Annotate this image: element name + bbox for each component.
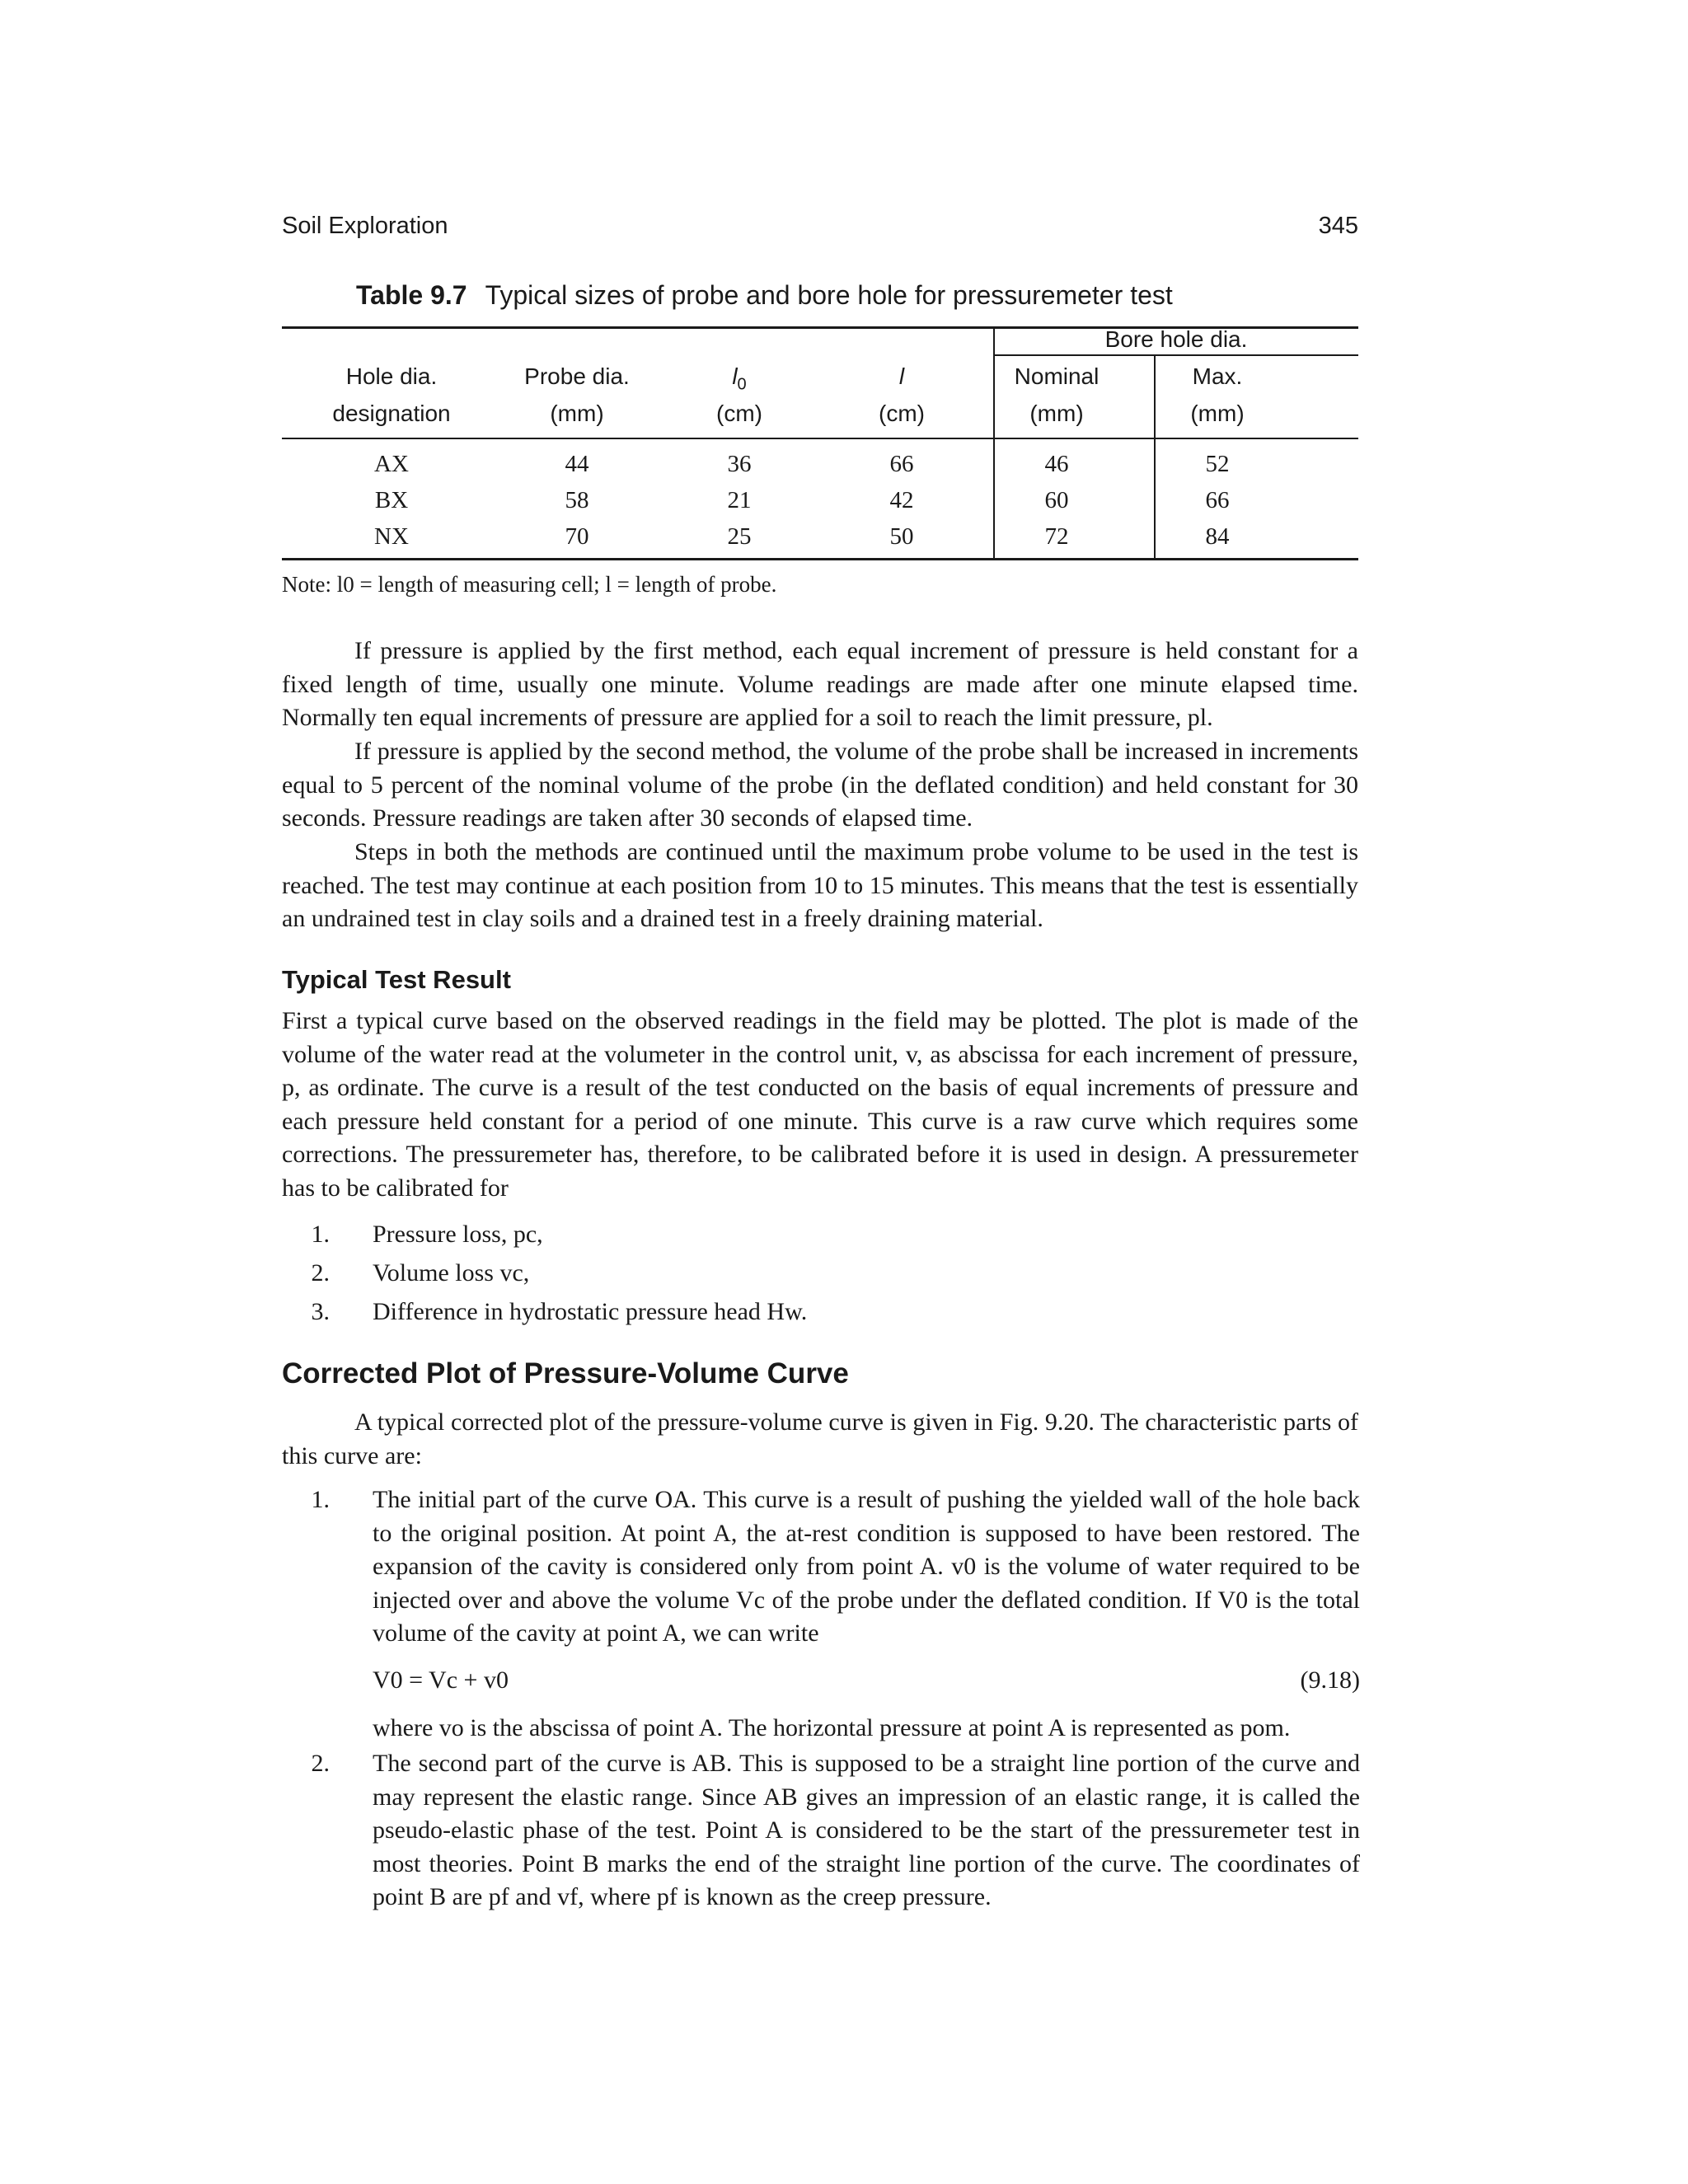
header-nominal-unit: (mm): [1029, 401, 1084, 426]
header-l: l: [898, 363, 905, 389]
cell-nominal: 46: [1044, 451, 1069, 477]
cell-designation: AX: [374, 451, 409, 477]
equation: V0 = Vc + v0: [373, 1666, 509, 1694]
cell-designation: NX: [374, 523, 409, 550]
cell-probe-dia: 44: [565, 451, 589, 477]
table-caption: [356, 280, 1173, 311]
header-bottom-rule: [282, 438, 1358, 439]
column-divider-bore: [993, 326, 995, 560]
cell-nominal: 72: [1044, 523, 1069, 550]
cell-l0: 36: [727, 451, 752, 477]
group-header: Bore hole dia.: [1104, 326, 1248, 352]
table-caption-text: Typical sizes of probe and bore hole for pressuremeter test: [485, 280, 1173, 310]
paragraph: A typical corrected plot of the pressure-volume curve is given in Fig. 9.20. The characteristic parts of this curve are:: [282, 1408, 1358, 1469]
cell-max: 84: [1205, 523, 1230, 550]
cell-l: 42: [889, 487, 914, 513]
paragraph: Steps in both the methods are continued until the maximum probe volume to be used in the test is reached. The test may continue at each position from 10 to 15 minutes. This means that the test is essentially an undrained test in clay soils and a drained test in a freely draining material.: [282, 838, 1358, 932]
cell-max: 66: [1205, 487, 1230, 513]
list-item: 2. Volume loss vc,: [311, 1259, 530, 1286]
header-max-unit: (mm): [1190, 401, 1245, 426]
header-l-unit: (cm): [879, 401, 925, 426]
cell-max: 52: [1205, 451, 1230, 477]
table-bottom-rule: [282, 558, 1358, 560]
header-probe-dia: Probe dia.: [524, 363, 630, 389]
table-note: Note: l0 = length of measuring cell; l = length of probe.: [282, 572, 777, 597]
header-l0-unit: (cm): [716, 401, 762, 426]
cell-probe-dia: 70: [565, 523, 589, 550]
header-nominal: Nominal: [1014, 363, 1100, 389]
equation-number: (9.18): [1300, 1666, 1360, 1694]
list-item-continuation: where vo is the abscissa of point A. The horizontal pressure at point A is represented as pom.: [373, 1714, 1291, 1741]
header-designation: designation: [332, 401, 451, 426]
header-max: Max.: [1192, 363, 1243, 389]
section-heading: Typical Test Result: [282, 965, 511, 994]
column-divider-max: [1154, 355, 1156, 560]
cell-l: 50: [889, 523, 914, 550]
list-item: 1. The initial part of the curve OA. This curve is a result of pushing the yielded wall of the hole back to the original position. At point A, the at-rest condition is supposed to have been restored. The expansion of the cavity is considered only from point A. v0 is the volume of water required to be injected over and above the volume Vc of the probe under the deflated condition. If V0 is the total volume of the cavity at point A, we can write: [311, 1486, 1360, 1647]
cell-probe-dia: 58: [565, 487, 589, 513]
page-number: 345: [1318, 213, 1358, 239]
cell-l0: 25: [727, 523, 752, 550]
cell-designation: BX: [374, 487, 409, 513]
cell-l0: 21: [727, 487, 752, 513]
cell-nominal: 60: [1044, 487, 1069, 513]
list-item: 2. The second part of the curve is AB. This is supposed to be a straight line portion of the curve and may represent the elastic range. Since AB gives an impression of an elastic range, it is called the pseudo-elastic phase of the test. Point A is considered to be the start of the pressuremeter test in most theories. Point B marks the end of the straight line portion of the curve. The coordinates of point B are pf and vf, where pf is known as the creep pressure.: [311, 1750, 1360, 1910]
paragraph: If pressure is applied by the first method, each equal increment of pressure is held constant for a fixed length of time, usually one minute. Volume readings are made after one minute elapsed time. Normally ten equal increments of pressure are applied for a soil to reach the limit pressure, pl.: [282, 637, 1358, 731]
header-hole-dia: Hole dia.: [345, 363, 438, 389]
header-l0: $l_0$: [732, 363, 747, 394]
paragraph: First a typical curve based on the observed readings in the field may be plotted. The plot is made of the volume of the water read at the volumeter in the control unit, v, as abscissa for each increment of pressure, p, as ordinate. The curve is a result of the test conducted on the basis of equal increments of pressure and each pressure held constant for a period of one minute. This curve is a raw curve which requires some corrections. The pressuremeter has, therefore, to be calibrated before it is used in design. A pressuremeter has to be calibrated for: [282, 1007, 1358, 1202]
group-header-rule: [994, 354, 1358, 356]
header-probe-unit: (mm): [550, 401, 604, 426]
section-heading: Corrected Plot of Pressure-Volume Curve: [282, 1357, 849, 1390]
table-label: Table 9.7: [356, 280, 467, 310]
cell-l: 66: [889, 451, 914, 477]
chapter-title: Soil Exploration: [282, 213, 448, 239]
paragraph: If pressure is applied by the second method, the volume of the probe shall be increased in increments equal to 5 percent of the nominal volume of the probe (in the deflated condition) and held constant for 30 seconds. Pressure readings are taken after 30 seconds of elapsed time.: [282, 738, 1358, 832]
list-item: 3. Difference in hydrostatic pressure head Hw.: [311, 1298, 808, 1325]
probe-size-table: [282, 326, 1358, 565]
running-head: [282, 213, 1358, 246]
list-item: 1. Pressure loss, pc,: [311, 1221, 543, 1248]
